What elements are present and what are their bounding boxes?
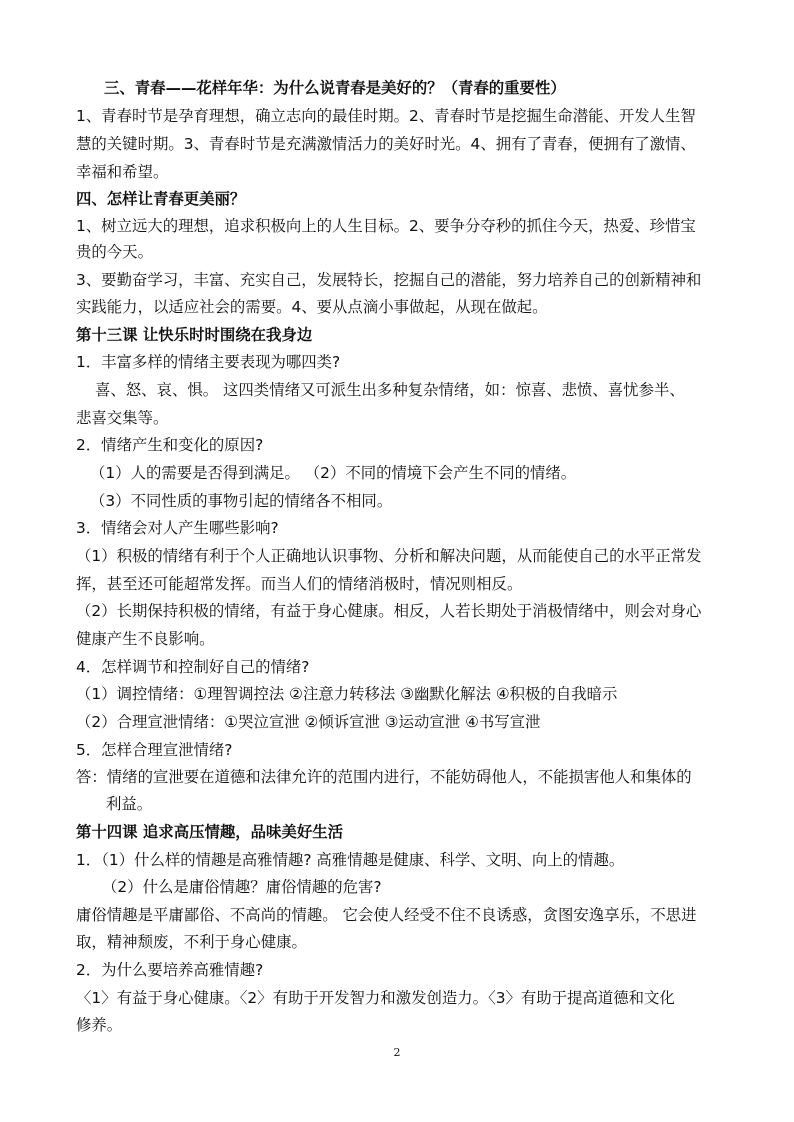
answer-line: （1）积极的情绪有利于个人正确地认识事物、分析和解决问题，从而能使自己的水平正常发 — [76, 547, 702, 565]
lesson-heading-13: 第十三课 让快乐时时围绕在我身边 — [76, 326, 313, 344]
paragraph-line: 3、要勤奋学习，丰富、充实自己，发展特长，挖掘自己的潜能，努力培养自己的创新精神和 — [76, 271, 702, 289]
paragraph-line: 1、青春时节是孕育理想，确立志向的最佳时期。2、青春时节是挖掘生命潜能、开发人生智 — [76, 107, 696, 125]
question-line: 2．为什么要培养高雅情趣? — [76, 961, 264, 979]
lesson-heading-14: 第十四课 追求高压情趣，品味美好生活 — [76, 823, 343, 841]
section-heading-youth-importance: 三、青春——花样年华：为什么说青春是美好的？（青春的重要性） — [104, 79, 566, 97]
answer-line: （3）不同性质的事物引起的情绪各不相同。 — [90, 492, 393, 510]
paragraph-line: 1、树立远大的理想，追求积极向上的人生目标。2、要争分夺秒的抓住今天，热爱、珍惜宝 — [76, 217, 696, 235]
answer-line: 取，精神颓废，不利于身心健康。 — [76, 933, 307, 951]
question-line: 2．情绪产生和变化的原因? — [76, 436, 264, 454]
answer-line: 修养。 — [76, 1016, 123, 1034]
answer-line: 利益。 — [106, 795, 153, 813]
paragraph-line: 贵的今天。 — [76, 243, 153, 261]
answer-line: （2）长期保持积极的情绪，有益于身心健康。相反，人若长期处于消极情绪中，则会对身心 — [76, 602, 702, 620]
answer-line: 悲喜交集等。 — [76, 409, 169, 427]
answer-line: 健康产生不良影响。 — [76, 630, 215, 648]
question-line: 3．情绪会对人产生哪些影响? — [76, 519, 279, 537]
question-line: 1．丰富多样的情绪主要表现为哪四类? — [76, 353, 341, 371]
answer-line: 答：情绪的宣泄要在道德和法律允许的范围内进行，不能妨碍他人，不能损害他人和集体的 — [76, 768, 692, 786]
question-line: （2）什么是庸俗情趣？庸俗情趣的危害? — [102, 878, 382, 896]
section-heading-youth-beautiful: 四、怎样让青春更美丽？ — [76, 190, 246, 208]
question-line: 4．怎样调节和控制好自己的情绪? — [76, 658, 310, 676]
answer-line: （1）人的需要是否得到满足。 （2）不同的情境下会产生不同的情绪。 — [90, 464, 577, 482]
answer-line: 喜、怒、哀、惧。 这四类情绪又可派生出多种复杂情绪，如：惊喜、悲愤、喜忧参半、 — [95, 381, 685, 399]
answer-line: 挥，甚至还可能超常发挥。而当人们的情绪消极时，情况则相反。 — [76, 575, 523, 593]
paragraph-line: 慧的关键时期。3、青春时节是充满激情活力的美好时光。4、拥有了青春，便拥有了激情、 — [76, 135, 696, 153]
question-line: 5．怎样合理宣泄情绪? — [76, 741, 233, 759]
answer-line: （2）合理宣泄情绪：①哭泣宣泄 ②倾诉宣泄 ③运动宣泄 ④书写宣泄 — [76, 713, 541, 731]
page-number: 2 — [393, 1046, 401, 1059]
answer-line: 〈1〉有益于身心健康。〈2〉有助于开发智力和激发创造力。〈3〉有助于提高道德和文化 — [76, 989, 675, 1007]
paragraph-line: 幸福和希望。 — [76, 163, 169, 181]
answer-line: （1）调控情绪：①理智调控法 ②注意力转移法 ③幽默化解法 ④积极的自我暗示 — [76, 685, 618, 703]
answer-line: 庸俗情趣是平庸鄙俗、不高尚的情趣。 它会使人经受不住不良诱惑，贪图安逸享乐，不思进 — [76, 906, 697, 924]
paragraph-line: 实践能力，以适应社会的需要。4、要从点滴小事做起，从现在做起。 — [76, 298, 548, 316]
question-line: 1．（1）什么样的情趣是高雅情趣? 高雅情趣是健康、科学、文明、向上的情趣。 — [76, 851, 625, 869]
